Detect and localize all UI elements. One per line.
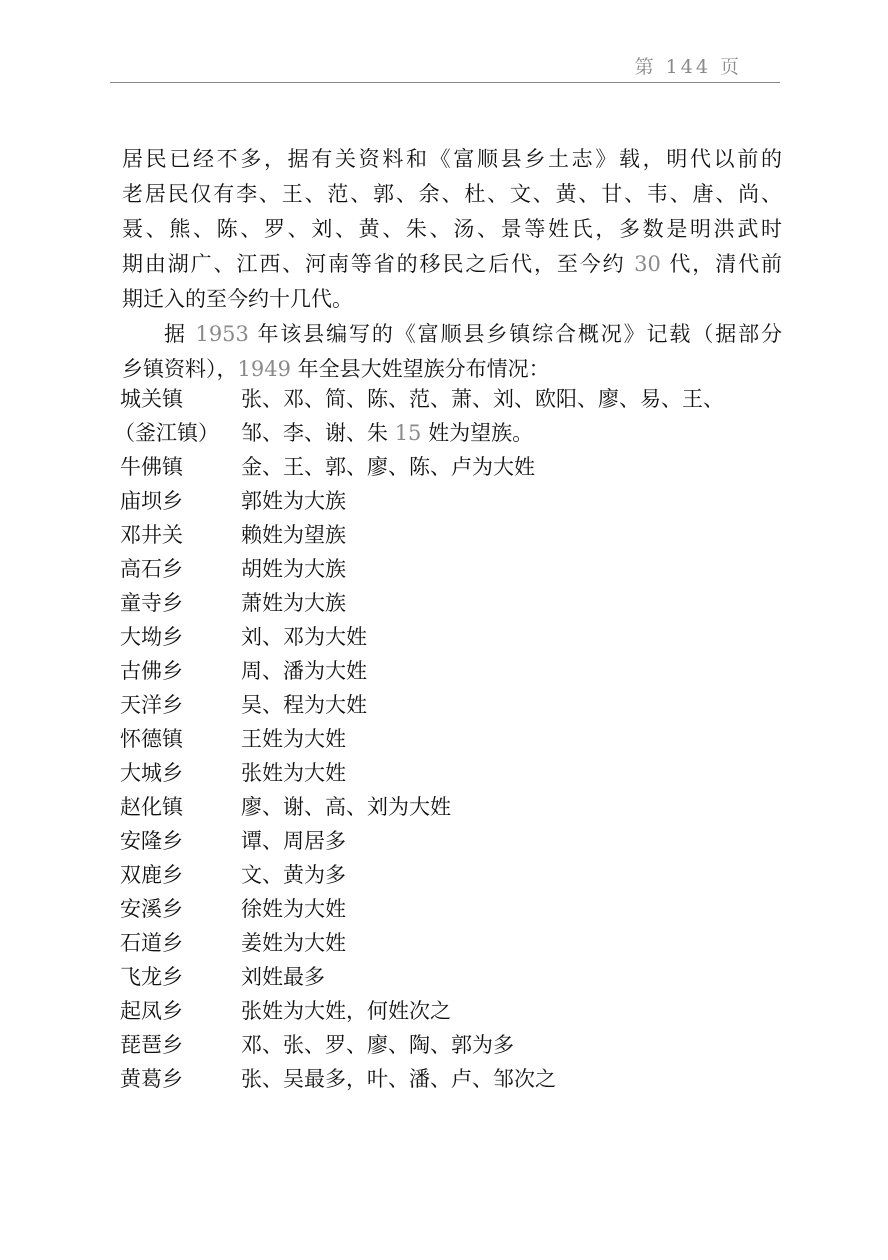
town-surnames: 郭姓为大族 bbox=[241, 489, 346, 513]
town-row bbox=[120, 518, 780, 552]
town-surnames: 邓、张、罗、廖、陶、郭为多 bbox=[241, 1033, 514, 1057]
town-row bbox=[120, 722, 780, 756]
town-name: 高石乡 bbox=[120, 557, 183, 581]
town-row bbox=[120, 382, 780, 416]
numeral: 15 bbox=[394, 421, 422, 445]
town-name: 飞龙乡 bbox=[120, 965, 183, 989]
town-surnames: 周、潘为大姓 bbox=[241, 659, 367, 683]
town-row bbox=[120, 1062, 780, 1096]
town-surnames: 金、王、郭、廖、陈、卢为大姓 bbox=[241, 455, 535, 479]
page-number: 第 144 页 bbox=[634, 56, 742, 78]
town-row bbox=[120, 654, 780, 688]
town-name: 安隆乡 bbox=[120, 829, 183, 853]
town-row bbox=[120, 450, 780, 484]
town-name: 起凤乡 bbox=[120, 999, 183, 1023]
town-surnames: 姜姓为大姓 bbox=[241, 931, 346, 955]
town-row bbox=[114, 416, 780, 450]
town-name: 古佛乡 bbox=[120, 659, 183, 683]
paragraph-line: 据 1953 年该县编写的《富顺县乡镇综合概况》记载（据部分 bbox=[164, 322, 782, 346]
town-name: 天洋乡 bbox=[120, 693, 183, 717]
town-row bbox=[120, 994, 780, 1028]
town-name: 双鹿乡 bbox=[120, 863, 183, 887]
town-name: 石道乡 bbox=[120, 931, 183, 955]
town-row bbox=[120, 688, 780, 722]
town-name: 庙坝乡 bbox=[120, 489, 183, 513]
paragraph-line: 居民已经不多，据有关资料和《富顺县乡土志》载，明代以前的 bbox=[122, 147, 782, 171]
town-name: 牛佛镇 bbox=[120, 455, 183, 479]
numeral: 1949 bbox=[237, 357, 291, 381]
town-row bbox=[120, 552, 780, 586]
town-row bbox=[120, 892, 780, 926]
town-surnames: 邹、李、谢、朱 15 姓为望族。 bbox=[241, 421, 534, 445]
town-surnames: 刘、邓为大姓 bbox=[241, 625, 367, 649]
town-surnames: 张姓为大姓，何姓次之 bbox=[241, 999, 451, 1023]
town-row bbox=[120, 960, 780, 994]
town-name: 黄葛乡 bbox=[120, 1067, 183, 1091]
town-row bbox=[120, 484, 780, 518]
paragraph-line: 期由湖广、江西、河南等省的移民之后代，至今约 30 代，清代前 bbox=[122, 252, 782, 276]
paragraph-line: 老居民仅有李、王、范、郭、余、杜、文、黄、甘、韦、唐、尚、 bbox=[122, 182, 782, 206]
town-surnames: 张姓为大姓 bbox=[241, 761, 346, 785]
page-header bbox=[110, 50, 780, 83]
numeral: 30 bbox=[634, 252, 661, 276]
town-surnames: 廖、谢、高、刘为大姓 bbox=[241, 795, 451, 819]
town-surnames: 张、邓、简、陈、范、萧、刘、欧阳、廖、易、王、 bbox=[241, 387, 724, 411]
town-row bbox=[120, 824, 780, 858]
town-name: 城关镇 bbox=[120, 387, 183, 411]
town-surnames: 王姓为大姓 bbox=[241, 727, 346, 751]
paragraph-line: 乡镇资料），1949 年全县大姓望族分布情况： bbox=[122, 357, 550, 381]
town-row bbox=[120, 926, 780, 960]
town-row bbox=[120, 1028, 780, 1062]
town-surnames: 徐姓为大姓 bbox=[241, 897, 346, 921]
paragraph-line: 期迁入的至今约十几代。 bbox=[122, 287, 353, 311]
town-surnames: 谭、周居多 bbox=[241, 829, 346, 853]
town-name: 怀德镇 bbox=[120, 727, 183, 751]
town-surnames: 萧姓为大族 bbox=[241, 591, 346, 615]
town-name: 琵琶乡 bbox=[120, 1033, 183, 1057]
town-name: 童寺乡 bbox=[120, 591, 183, 615]
town-name: 大城乡 bbox=[120, 761, 183, 785]
town-name: 大坳乡 bbox=[120, 625, 183, 649]
surname-distribution-list bbox=[114, 382, 780, 1096]
town-surnames: 胡姓为大族 bbox=[241, 557, 346, 581]
body-text bbox=[122, 142, 782, 387]
town-row bbox=[120, 790, 780, 824]
numeral: 1953 bbox=[195, 322, 249, 346]
town-surnames: 张、吴最多，叶、潘、卢、邹次之 bbox=[241, 1067, 556, 1091]
town-name: 邓井关 bbox=[120, 523, 183, 547]
town-surnames: 文、黄为多 bbox=[241, 863, 346, 887]
town-surnames: 吴、程为大姓 bbox=[241, 693, 367, 717]
town-surnames: 赖姓为望族 bbox=[241, 523, 346, 547]
town-row bbox=[120, 858, 780, 892]
town-name: （釜江镇） bbox=[114, 421, 219, 445]
town-row bbox=[120, 620, 780, 654]
town-surnames: 刘姓最多 bbox=[241, 965, 325, 989]
town-name: 安溪乡 bbox=[120, 897, 183, 921]
town-row bbox=[120, 586, 780, 620]
paragraph-line: 聂、熊、陈、罗、刘、黄、朱、汤、景等姓氏，多数是明洪武时 bbox=[122, 217, 782, 241]
town-row bbox=[120, 756, 780, 790]
town-name: 赵化镇 bbox=[120, 795, 183, 819]
